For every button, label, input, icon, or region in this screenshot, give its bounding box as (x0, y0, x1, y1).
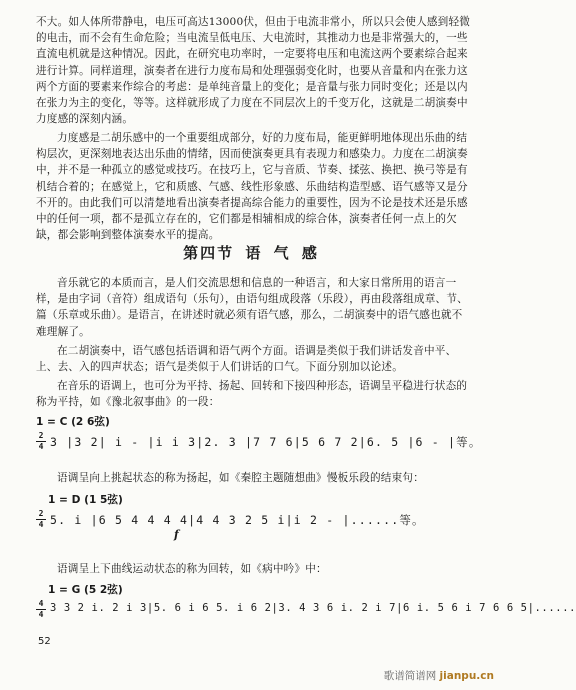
watermark-url: jianpu.cn (439, 670, 494, 682)
text-line: 难理解了。 (36, 325, 90, 338)
text-line: 语调呈上下曲线运动状态的称为回转，如《病中吟》中： (57, 563, 327, 575)
watermark-text: 歌谱简谱网 (383, 670, 437, 682)
dynamic-mark: f (174, 528, 179, 541)
jianpu-notes: 3 3 2 i. 2 i 3|5. 6 i 6 5. i 6 2|3. 4 3 6 i. 2 i 7|6 i. 5 6 i 7 6 6 5|...... (50, 602, 576, 614)
section-title-char: 语 (245, 244, 263, 262)
paragraph-2 (36, 130, 468, 243)
site-watermark (384, 668, 494, 683)
section-heading (0, 242, 502, 263)
section-number: 第四节 (183, 244, 235, 262)
notation-example-2 (36, 506, 476, 541)
text-line: 语调呈向上挑起状态的称为扬起，如《秦腔主题随想曲》慢板乐段的结束句： (57, 472, 424, 484)
text-line: 在音乐的语调上，也可分为平持、扬起、回转和下接四种形态，语调呈平稳进行状态的 (57, 380, 468, 392)
time-signature (36, 600, 46, 619)
text-line: 直流电机就是这种情况。因此，在研究电功率时，一定要将电压和电流这两个要素综合起来 (36, 48, 468, 61)
text-line: 不开的。由此我们可以清楚地看出演奏者提高综合能力的重要性，因为不论是技术还是乐感 (36, 196, 468, 209)
text-line: 样，是由字词（音符）组成语句（乐句），由语句组成段落（乐段），再由段落组成章、节、 (36, 293, 468, 306)
page-number: 52 (38, 636, 51, 647)
time-signature-top: 4 (38, 599, 44, 608)
time-signature-bottom: 4 (38, 520, 44, 529)
text-line: 力度感的深刻内涵。 (36, 113, 134, 126)
text-line: 不大。如人体所带静电，电压可高达13000伏，但由于电流非常小，所以只会使人感到轻微 (36, 16, 471, 28)
key-signature: 1 = D (1 5弦) (48, 494, 123, 506)
key-signature: 1 = C (2 6弦) (36, 416, 110, 428)
section-title-char: 感 (301, 244, 319, 262)
text-line: 缺，都会影响到整体演奏水平的提高。 (36, 229, 220, 242)
text-line: 中，并不是一种孤立的感觉或技巧。在技巧上，它与音质、节奏、揉弦、换把、换弓等是有 (36, 164, 468, 177)
paragraph-7 (36, 561, 464, 577)
jianpu-notes: 3 |3 2| i - |i i 3|2. 3 |7 7 6|5 6 7 2|6. 5 |6 - |等。 (50, 435, 482, 449)
time-signature-top: 2 (38, 431, 44, 440)
key-signature: 1 = G (5 2弦) (48, 584, 123, 596)
time-signature-bottom: 4 (38, 610, 44, 619)
text-line: 两个方面的要素来作综合的考虑：是单纯音量上的变化；是音量与张力同时变化；还是以内 (36, 80, 468, 93)
text-line: 构层次，更深刻地表达出乐曲的情绪，因而使演奏更具有表现力和感染力。力度在二胡演奏 (36, 148, 468, 161)
paragraph-3 (36, 275, 468, 340)
text-line: 进行计算。同样道理，演奏者在进行力度布局和处理强弱变化时，也要从音量和内在张力这 (36, 64, 468, 77)
text-line: 篇（乐章或乐曲）。是语言，在讲述时就必须有语气感，那么，二胡演奏中的语气感也就不 (36, 309, 463, 322)
text-line: 音乐就它的本质而言，是人们交流思想和信息的一种语言，和大家日常所用的语言一 (57, 277, 457, 289)
paragraph-1 (36, 14, 471, 127)
time-signature (36, 432, 46, 451)
text-line: 的电击，而不会有生命危险；当电流呈低电压、大电流时，其推动力也是非常强大的，一些 (36, 32, 468, 45)
time-signature (36, 510, 46, 529)
text-line: 称为平持，如《豫北叙事曲》的一段： (36, 396, 220, 409)
text-line: 在二胡演奏中，语气感包括语调和语气两个方面。语调是类似于我们讲话发音中平、 (57, 345, 457, 357)
notation-example-3 (36, 596, 576, 626)
text-line: 机结合着的；在感觉上，它和质感、气感、线性形象感、乐曲结构造型感、语气感等又是分 (36, 180, 468, 193)
text-line: 上、去、入的四声状态；语气是类似于人们讲话的口气。下面分别加以论述。 (36, 361, 403, 374)
section-title-char: 气 (273, 244, 291, 262)
text-line: 中的任何一项，都不是孤立存在的，它们都是相辅相成的综合体，演奏者任何一点上的欠 (36, 213, 457, 226)
notation-example-1 (36, 428, 482, 458)
paragraph-5 (36, 378, 468, 410)
time-signature-top: 2 (38, 509, 44, 518)
time-signature-bottom: 4 (38, 442, 44, 451)
paragraph-6 (36, 470, 464, 486)
jianpu-notes: 5. i |6 5 4 4 4 4|4 4 3 2 5 i|i 2 - |......等。 (50, 513, 425, 527)
text-line: 力度感是二胡乐感中的一个重要组成部分，好的力度布局，能更鲜明地体现出乐曲的结 (57, 132, 468, 144)
paragraph-4 (36, 343, 464, 375)
text-line: 在张力为主的变化，等等。这样就形成了力度在不同层次上的千变万化，这就是二胡演奏中 (36, 97, 468, 110)
